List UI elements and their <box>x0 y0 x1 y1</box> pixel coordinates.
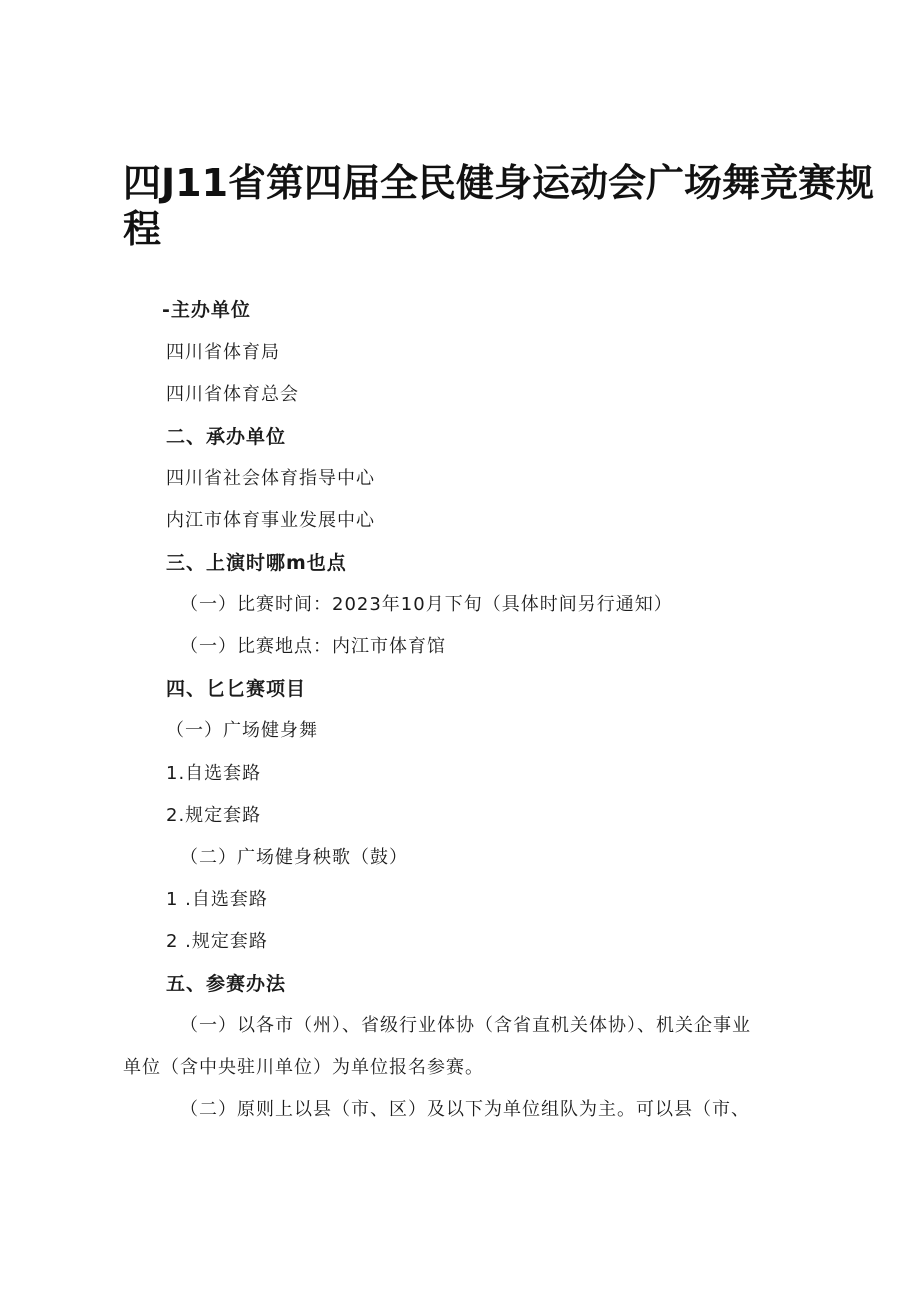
section-5-paragraph-1-line-1: （一）以各市（州）、省级行业体协（含省直机关体协）、机关企事业 <box>180 1015 751 1036</box>
section-5-heading: 五、参赛办法 <box>166 973 287 995</box>
section-4-item-2: 1.自选套路 <box>166 763 262 784</box>
section-1-item-2: 四川省体育总会 <box>166 384 299 405</box>
section-3-item-2: （一）比赛地点：内江市体育馆 <box>180 636 446 657</box>
section-5-paragraph-2-line-1: （二）原则上以县（市、区）及以下为单位组队为主。可以县（市、 <box>180 1099 750 1120</box>
section-4-item-5: 1 .自选套路 <box>166 889 268 910</box>
section-4-item-4: （二）广场健身秧歌（鼓） <box>180 847 408 868</box>
section-2-item-2: 内江市体育事业发展中心 <box>166 510 375 531</box>
section-4-heading: 四、匕匕赛项目 <box>166 678 307 700</box>
section-3-item-1: （一）比赛时间：2023年10月下旬（具体时间另行通知） <box>180 594 673 615</box>
section-2-item-1: 四川省社会体育指导中心 <box>166 468 375 489</box>
section-2-heading: 二、承办单位 <box>166 426 287 448</box>
section-4-item-3: 2.规定套路 <box>166 805 262 826</box>
section-1-item-1: 四川省体育局 <box>166 342 280 363</box>
document-title-line-2: 程 <box>123 207 162 251</box>
section-4-item-6: 2 .规定套路 <box>166 931 268 952</box>
document-title-line-1: 四J11省第四届全民健身运动会广场舞竞赛规 <box>123 161 875 205</box>
section-4-item-1: （一）广场健身舞 <box>166 720 318 741</box>
section-5-paragraph-1-line-2: 单位（含中央驻川单位）为单位报名参赛。 <box>123 1057 484 1078</box>
section-3-heading: 三、上演时哪m也点 <box>166 552 347 574</box>
section-1-heading: -主办单位 <box>162 299 251 321</box>
